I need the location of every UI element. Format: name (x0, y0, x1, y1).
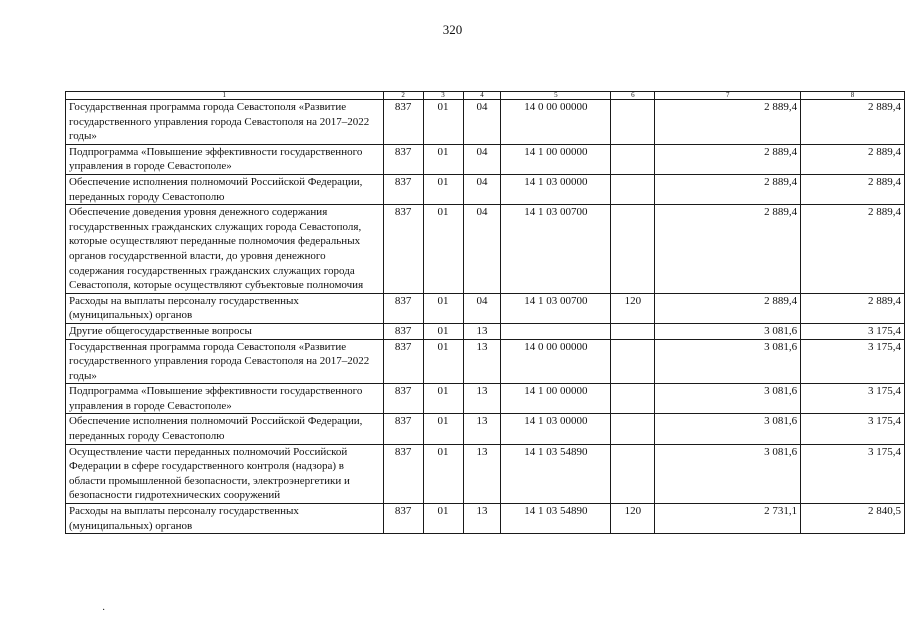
target-article: 14 1 03 00700 (501, 205, 611, 294)
row-name: Государственная программа города Севастополя «Развитие государственного управления города Севастополя на 2017–2022 годы» (66, 339, 384, 384)
amount-col8: 3 175,4 (801, 384, 905, 414)
amount-col8: 3 175,4 (801, 323, 905, 339)
ministry-code: 837 (383, 174, 423, 204)
amount-col8: 3 175,4 (801, 339, 905, 384)
section-code: 01 (423, 444, 463, 503)
column-number: 4 (463, 92, 501, 100)
column-number: 1 (66, 92, 384, 100)
target-article: 14 0 00 00000 (501, 339, 611, 384)
table-row (66, 174, 905, 204)
ministry-code: 837 (383, 504, 423, 534)
table-body (66, 92, 905, 534)
table-row (66, 384, 905, 414)
row-name: Подпрограмма «Повышение эффективности государственного управления в городе Севастополе» (66, 144, 384, 174)
page-number: 320 (442, 22, 463, 37)
ministry-code: 837 (383, 414, 423, 444)
subsection-code: 13 (463, 384, 501, 414)
expense-type: 120 (611, 293, 655, 323)
section-code: 01 (423, 144, 463, 174)
section-code: 01 (423, 205, 463, 294)
budget-table (65, 91, 905, 534)
target-article: 14 1 03 00000 (501, 414, 611, 444)
section-code: 01 (423, 293, 463, 323)
column-number: 5 (501, 92, 611, 100)
amount-col7: 2 889,4 (655, 100, 801, 145)
expense-type (611, 174, 655, 204)
subsection-code: 13 (463, 504, 501, 534)
target-article: 14 1 00 00000 (501, 144, 611, 174)
amount-col7: 2 889,4 (655, 205, 801, 294)
expense-type (611, 414, 655, 444)
table-row (66, 100, 905, 145)
row-name: Расходы на выплаты персоналу государственных (муниципальных) органов (66, 293, 384, 323)
table-row (66, 144, 905, 174)
amount-col7: 3 081,6 (655, 384, 801, 414)
subsection-code: 13 (463, 339, 501, 384)
section-code: 01 (423, 504, 463, 534)
target-article: 14 1 00 00000 (501, 384, 611, 414)
table-row (66, 293, 905, 323)
subsection-code: 13 (463, 323, 501, 339)
column-number: 3 (423, 92, 463, 100)
row-name: Подпрограмма «Повышение эффективности государственного управления в городе Севастополе» (66, 384, 384, 414)
amount-col7: 3 081,6 (655, 414, 801, 444)
expense-type (611, 205, 655, 294)
row-name: Осуществление части переданных полномочий Российской Федерации в сфере государственного контроля (надзора) в области промышленной безопасности, электроэнергетики и безопасности гидротехнических сооружений (66, 444, 384, 503)
expense-type (611, 339, 655, 384)
expense-type (611, 100, 655, 145)
column-number: 7 (655, 92, 801, 100)
amount-col7: 2 889,4 (655, 293, 801, 323)
section-code: 01 (423, 174, 463, 204)
ministry-code: 837 (383, 293, 423, 323)
amount-col7: 3 081,6 (655, 444, 801, 503)
section-code: 01 (423, 384, 463, 414)
section-code: 01 (423, 339, 463, 384)
amount-col7: 2 731,1 (655, 504, 801, 534)
amount-col7: 3 081,6 (655, 323, 801, 339)
row-name: Обеспечение доведения уровня денежного содержания государственных гражданских служащих города Севастополя, которые осуществляют переданные полномочия федеральных органов государственной власти, до уровня денежного содержания государственных гражданских служащих города Севастополя, которые осуществляют субъектовые полномочия (66, 205, 384, 294)
stray-mark: · (102, 605, 106, 616)
target-article: 14 0 00 00000 (501, 100, 611, 145)
expense-type (611, 444, 655, 503)
subsection-code: 13 (463, 444, 501, 503)
ministry-code: 837 (383, 100, 423, 145)
table-row (66, 444, 905, 503)
column-number-row (66, 92, 905, 100)
ministry-code: 837 (383, 205, 423, 294)
amount-col7: 3 081,6 (655, 339, 801, 384)
section-code: 01 (423, 323, 463, 339)
ministry-code: 837 (383, 384, 423, 414)
amount-col8: 2 889,4 (801, 293, 905, 323)
ministry-code: 837 (383, 444, 423, 503)
table-row (66, 205, 905, 294)
target-article: 14 1 03 00700 (501, 293, 611, 323)
subsection-code: 04 (463, 174, 501, 204)
table-row (66, 414, 905, 444)
amount-col8: 3 175,4 (801, 414, 905, 444)
amount-col8: 2 889,4 (801, 100, 905, 145)
expense-type (611, 384, 655, 414)
row-name: Обеспечение исполнения полномочий Российской Федерации, переданных городу Севастополю (66, 414, 384, 444)
amount-col8: 3 175,4 (801, 444, 905, 503)
expense-type (611, 144, 655, 174)
amount-col8: 2 840,5 (801, 504, 905, 534)
column-number: 2 (383, 92, 423, 100)
expense-type (611, 323, 655, 339)
subsection-code: 04 (463, 100, 501, 145)
target-article: 14 1 03 54890 (501, 504, 611, 534)
subsection-code: 04 (463, 205, 501, 294)
subsection-code: 04 (463, 293, 501, 323)
table-row (66, 504, 905, 534)
table-row (66, 323, 905, 339)
column-number: 8 (801, 92, 905, 100)
amount-col7: 2 889,4 (655, 144, 801, 174)
ministry-code: 837 (383, 323, 423, 339)
table-row (66, 339, 905, 384)
row-name: Государственная программа города Севастополя «Развитие государственного управления города Севастополя на 2017–2022 годы» (66, 100, 384, 145)
section-code: 01 (423, 414, 463, 444)
row-name: Обеспечение исполнения полномочий Российской Федерации, переданных городу Севастополю (66, 174, 384, 204)
ministry-code: 837 (383, 339, 423, 384)
amount-col8: 2 889,4 (801, 144, 905, 174)
column-number: 6 (611, 92, 655, 100)
expense-type: 120 (611, 504, 655, 534)
section-code: 01 (423, 100, 463, 145)
ministry-code: 837 (383, 144, 423, 174)
target-article: 14 1 03 54890 (501, 444, 611, 503)
subsection-code: 04 (463, 144, 501, 174)
amount-col7: 2 889,4 (655, 174, 801, 204)
target-article: 14 1 03 00000 (501, 174, 611, 204)
row-name: Расходы на выплаты персоналу государственных (муниципальных) органов (66, 504, 384, 534)
row-name: Другие общегосударственные вопросы (66, 323, 384, 339)
subsection-code: 13 (463, 414, 501, 444)
amount-col8: 2 889,4 (801, 205, 905, 294)
amount-col8: 2 889,4 (801, 174, 905, 204)
target-article (501, 323, 611, 339)
